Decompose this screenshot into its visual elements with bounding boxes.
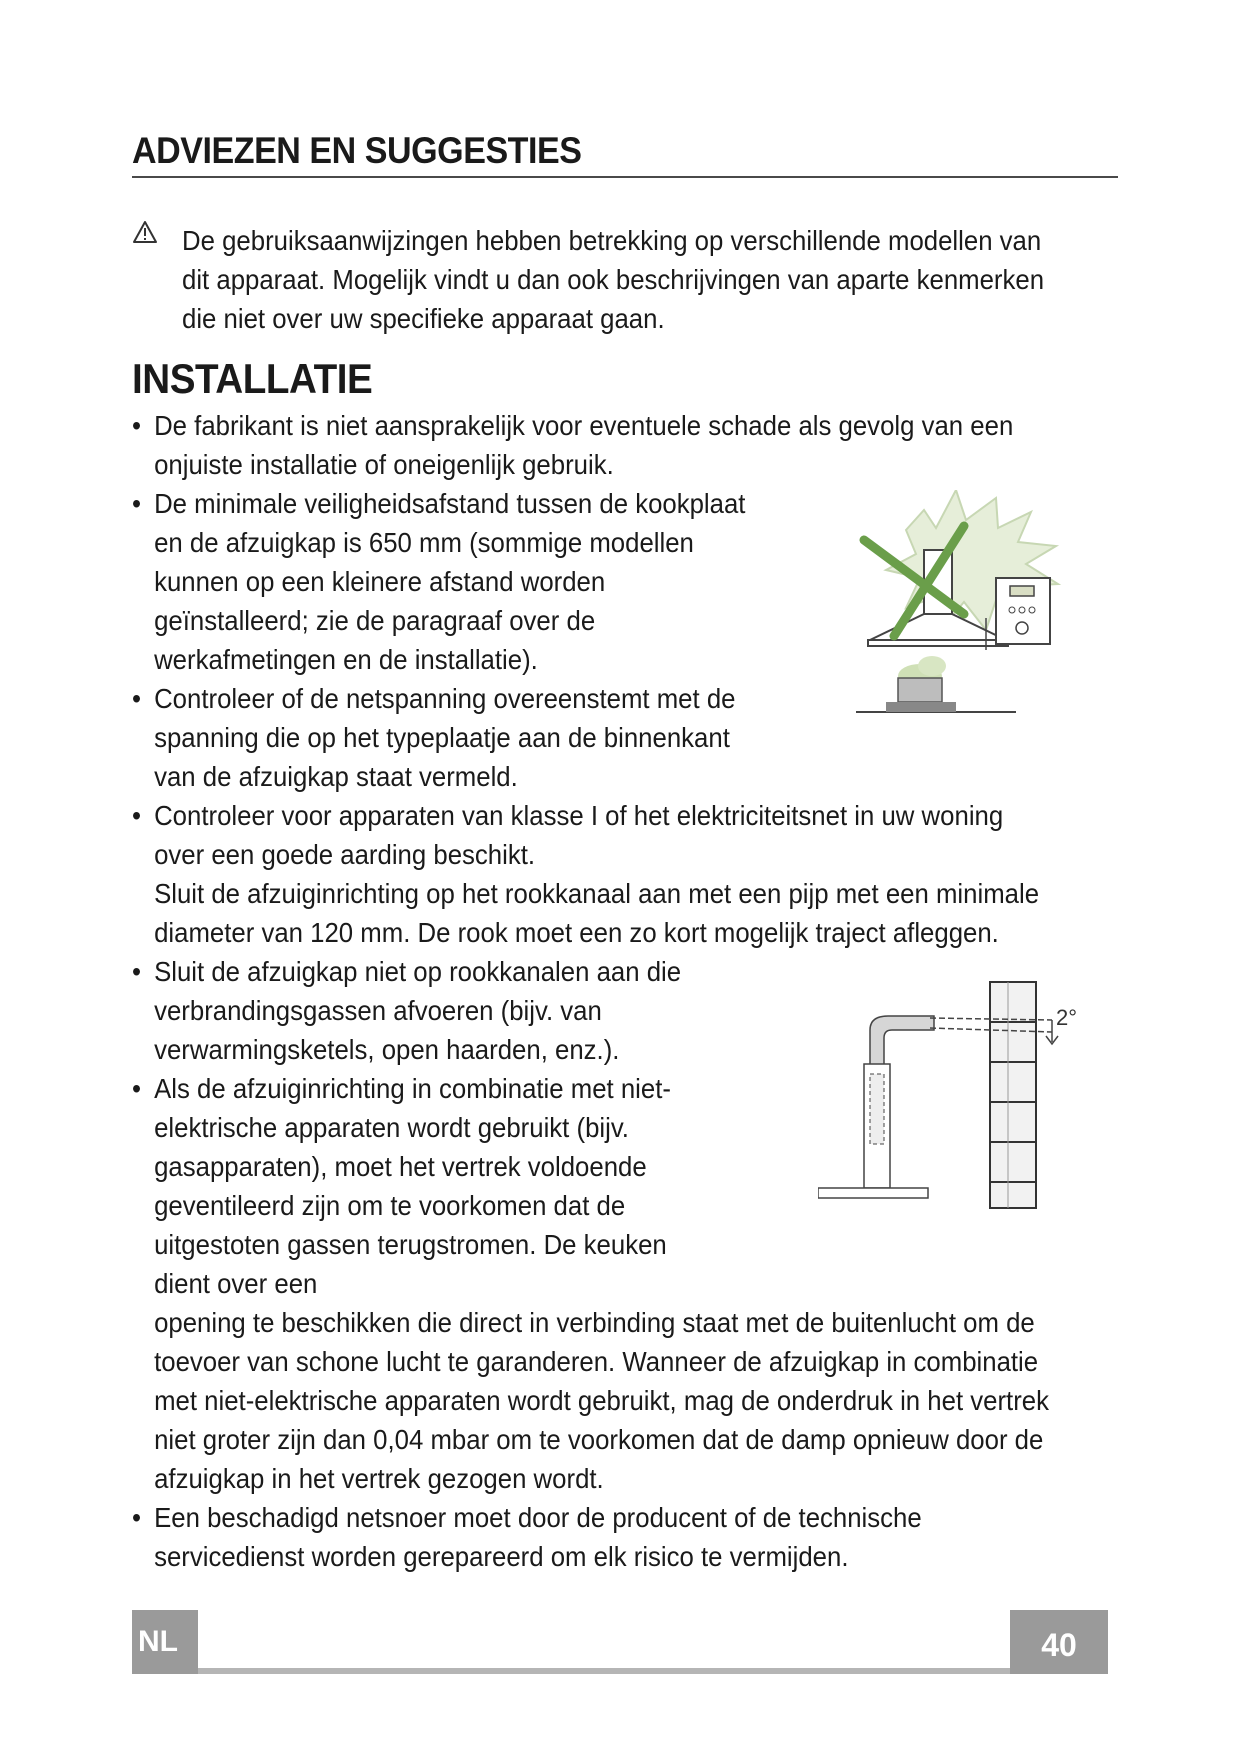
bullet: • xyxy=(132,488,142,519)
footer-bar xyxy=(132,1668,1108,1674)
brick-wall xyxy=(990,982,1036,1208)
list-item xyxy=(132,679,761,796)
bullet: • xyxy=(132,683,142,714)
list-item xyxy=(132,796,1052,952)
title-underline xyxy=(132,176,1118,178)
list-item-text: Controleer of de netspanning overeenstemt met de spanning die op het typeplaatje aan de binnenkant van de afzuigkap staat vermeld. xyxy=(154,683,736,792)
warning-note: De gebruiksaanwijzingen hebben betrekking op verschillende modellen van dit apparaat. Mogelijk vindt u dan ook beschrijvingen van aparte kenmerken die niet over uw specifieke apparaat gaan. xyxy=(182,225,1045,334)
bullet: • xyxy=(132,1073,142,1104)
gas-meter-box xyxy=(996,578,1050,644)
list-item-text: Als de afzuiginrichting in combinatie met niet-elektrische apparaten wordt gebruikt (bijv. gasapparaten), moet het vertrek voldoende geventileerd zijn om te voorkomen dat de uitgestoten gassen terugstromen. De keuken dient over een xyxy=(154,1073,671,1299)
duct-wall-slope-illustration xyxy=(818,978,1088,1214)
list-item-extra-text: Sluit de afzuiginrichting op het rookkanaal aan met een pijp met een minimale diameter van 120 mm. De rook moet een zo kort mogelijk traject afleggen. xyxy=(154,878,1040,948)
language-tab: NL xyxy=(132,1610,198,1674)
list-item xyxy=(132,1498,1052,1576)
bullet: • xyxy=(132,800,142,831)
hood-gas-warning-illustration xyxy=(846,490,1078,724)
list-item-text: Sluit de afzuigkap niet op rookkanalen aan die verbrandingsgassen afvoeren (bijv. van verwarmingsketels, open haarden, enz.). xyxy=(154,956,682,1065)
list-item-text-continued: opening te beschikken die direct in verbinding staat met de buitenlucht om de toevoer van schone lucht te garanderen. Wanneer de afzuigkap in combinatie met niet-elektrische apparaten wordt gebruikt, mag de onderdruk in het vertrek niet groter zijn dan 0,04 mbar om te voorkomen dat de damp opnieuw door de afzuigkap in het vertrek gezogen wordt. xyxy=(154,1307,1049,1494)
hood-chimney xyxy=(818,1064,928,1198)
list-item-text: Een beschadigd netsnoer moet door de producent of de technische servicedienst worden gerepareerd om elk risico te vermijden. xyxy=(154,1502,922,1572)
section-title-advice: ADVIEZEN EN SUGGESTIES xyxy=(132,130,582,171)
duct-angle-label: 2° xyxy=(1056,1005,1078,1030)
bullet: • xyxy=(132,1502,142,1533)
list-item xyxy=(132,952,734,1069)
bullet: • xyxy=(132,956,142,987)
warning-triangle-icon xyxy=(132,220,158,244)
list-item xyxy=(132,406,1052,484)
page-number: 40 xyxy=(1010,1610,1108,1674)
section-title-installation: INSTALLATIE xyxy=(132,355,373,402)
list-item-text: De fabrikant is niet aansprakelijk voor eventuele schade als gevolg van een onjuiste installatie of oneigenlijk gebruik. xyxy=(154,410,1014,480)
pot-on-hob xyxy=(856,678,1016,712)
bullet: • xyxy=(132,410,142,441)
list-item xyxy=(132,484,761,679)
list-item-text: Controleer voor apparaten van klasse I of het elektriciteitsnet in uw woning over een goede aarding beschikt. xyxy=(154,800,1004,870)
list-item-text: De minimale veiligheidsafstand tussen de kookplaat en de afzuigkap is 650 mm (sommige modellen kunnen op een kleinere afstand worden geïnstalleerd; zie de paragraaf over de werkafmetingen en de installatie). xyxy=(154,488,746,675)
